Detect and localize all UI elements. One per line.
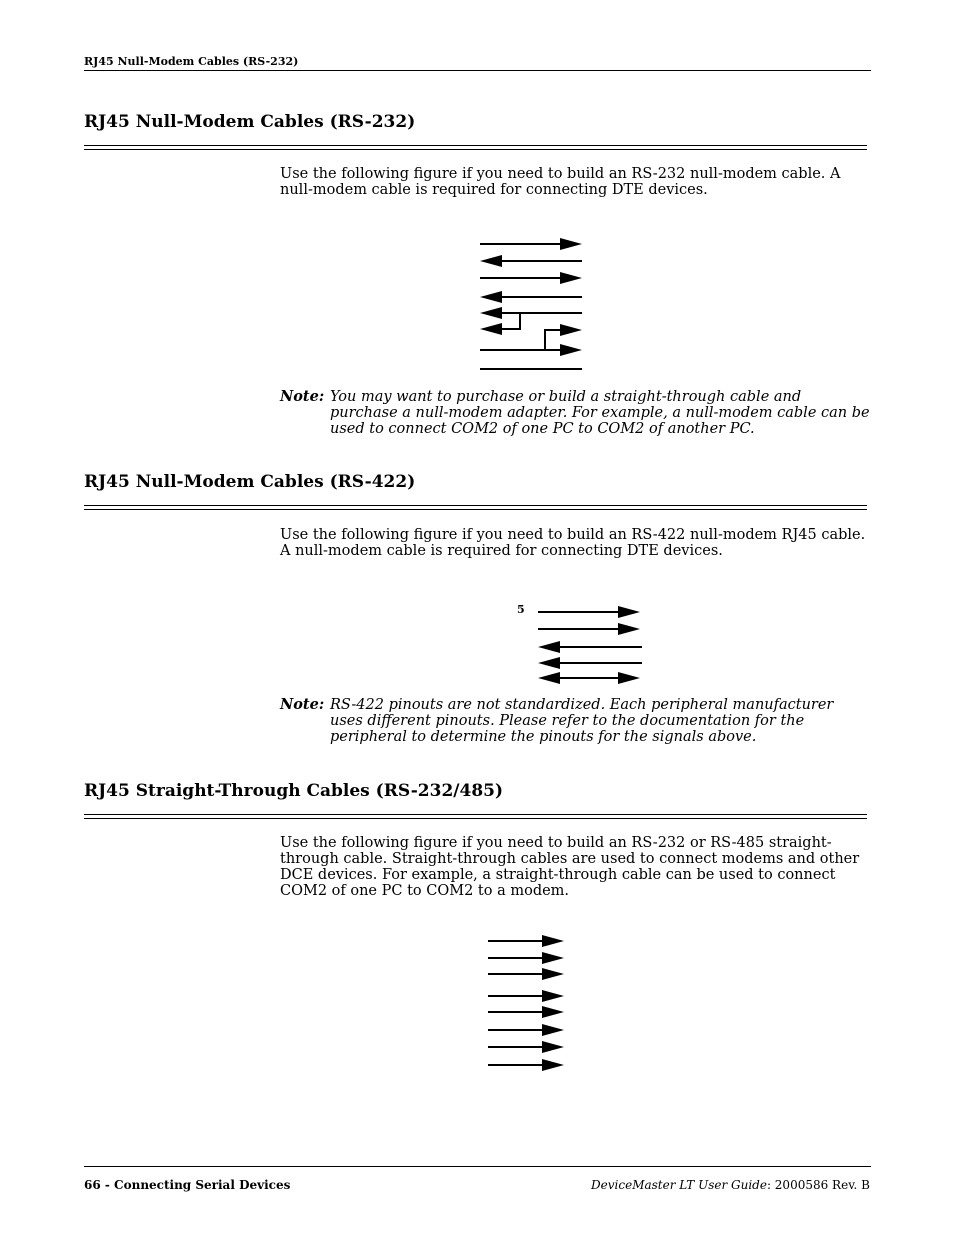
section-title-straight-through: RJ45 Straight-Through Cables (RS-232/485) — [84, 781, 504, 801]
note-text: You may want to purchase or build a straight-through cable and purchase a null-modem adapter. For example, a null-modem cable can be used to connect COM2 of one PC to COM2 of another PC. — [330, 389, 870, 437]
section-title-rs422-null-modem: RJ45 Null-Modem Cables (RS-422) — [84, 472, 416, 492]
header-rule — [84, 70, 871, 71]
footer-rule — [84, 1166, 871, 1167]
running-header: RJ45 Null-Modem Cables (RS-232) — [84, 55, 299, 68]
rs422-null-modem-diagram — [530, 600, 650, 690]
rs232-null-modem-diagram — [470, 232, 595, 372]
footer-doc-revision: : 2000586 Rev. B — [766, 1178, 870, 1192]
footer-page-info: 66 - Connecting Serial Devices — [84, 1178, 291, 1192]
note-label: Note: — [280, 696, 325, 713]
section-rule — [84, 505, 867, 510]
section-body-text: Use the following figure if you need to build an RS-232 null-modem cable. A null-modem cable is required for connecting DTE devices. — [280, 166, 841, 198]
note-rs232 — [280, 389, 870, 437]
section-rule — [84, 814, 867, 819]
straight-through-diagram — [480, 930, 580, 1075]
footer-document-info — [591, 1178, 870, 1192]
footer-doc-title: DeviceMaster LT User Guide — [591, 1178, 767, 1192]
section-body-text: Use the following figure if you need to build an RS-232 or RS-485 straight-through cable. Straight-through cables are used to connect modems and other DCE devices. For example, a straight-through cable can be used to connect COM2 of one PC to COM2 to a modem. — [280, 835, 860, 899]
section-rule — [84, 145, 867, 150]
section-title-rs232-null-modem: RJ45 Null-Modem Cables (RS-232) — [84, 112, 416, 132]
note-label: Note: — [280, 388, 325, 405]
section-body-text: Use the following figure if you need to build an RS-422 null-modem RJ45 cable. A null-modem cable is required for connecting DTE devices. — [280, 527, 866, 559]
figure-pin-label: 5 — [517, 603, 525, 616]
note-rs422 — [280, 697, 870, 745]
note-text: RS-422 pinouts are not standardized. Each peripheral manufacturer uses different pinouts. Please refer to the documentation for the peripheral to determine the pinouts for the signals above. — [330, 697, 834, 745]
